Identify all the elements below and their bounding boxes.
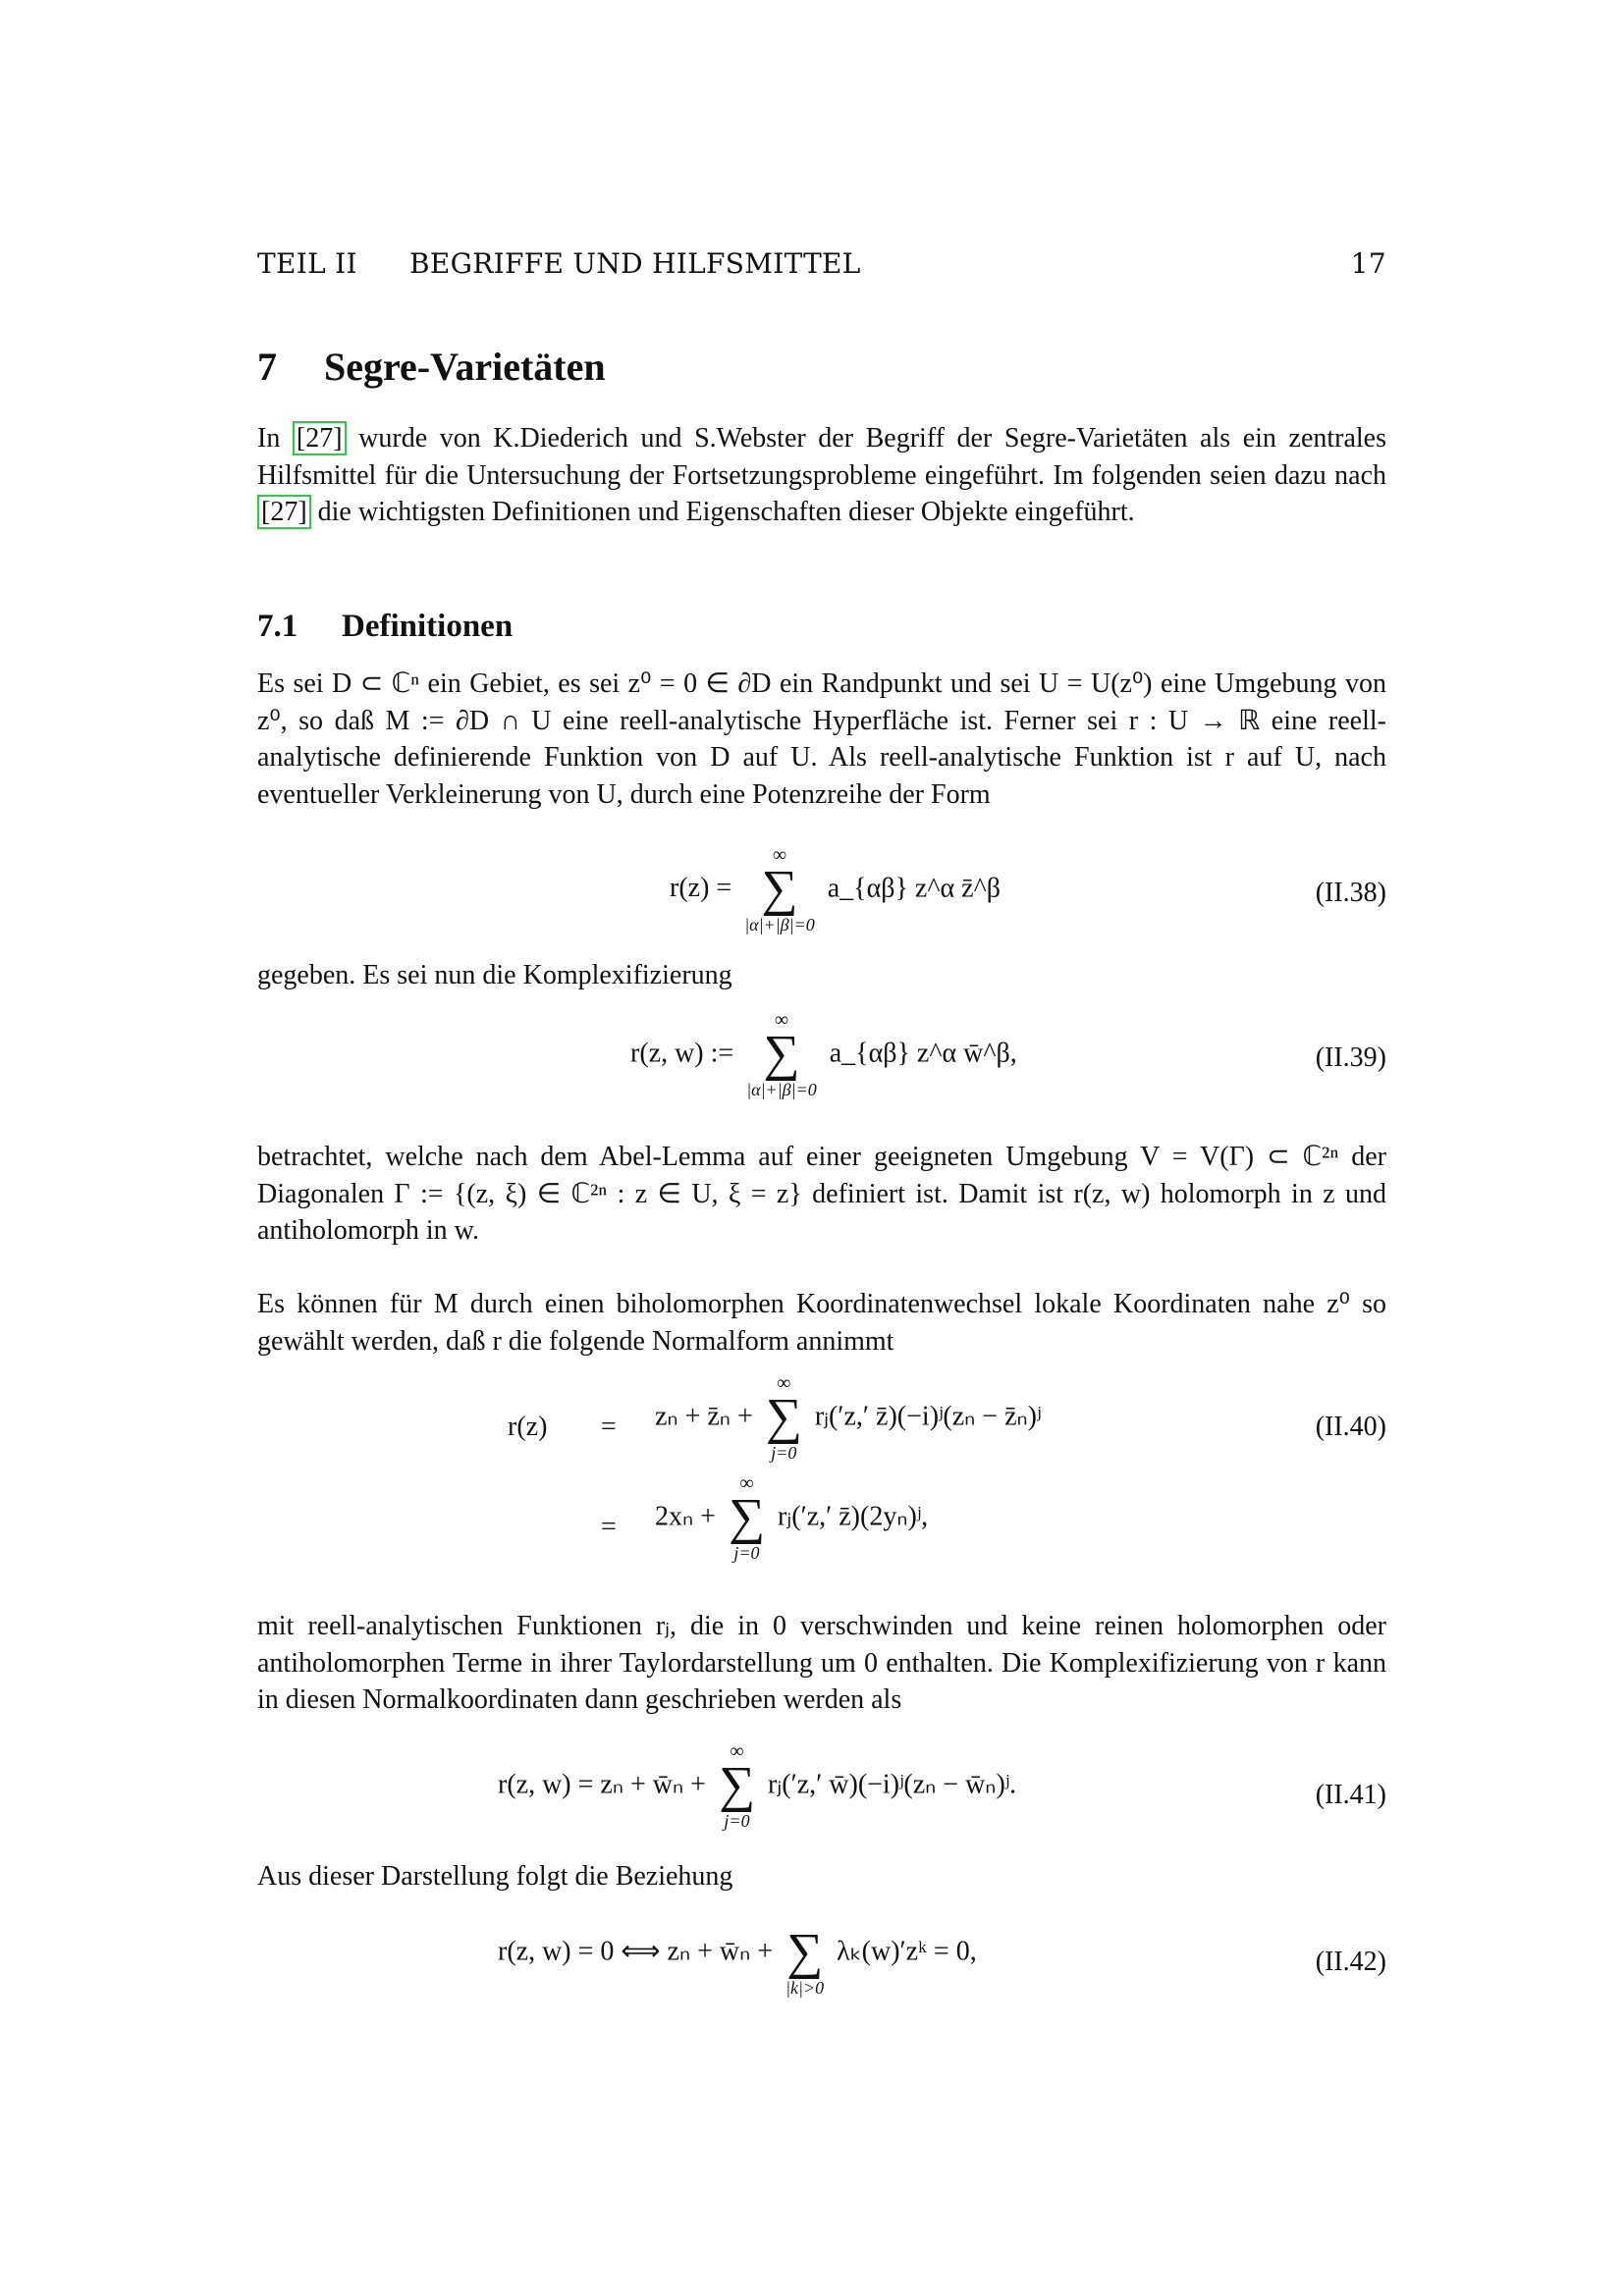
sum-upper: ∞ [730,1740,744,1762]
eq39-lhs: r(z, w) := [630,1038,734,1069]
eq42-lhs: r(z, w) = 0 ⟺ zₙ + w̄ₙ + [498,1936,774,1967]
intro-text-1: In [257,423,293,454]
sum-lower: |α|+|β|=0 [746,1080,817,1099]
equation-II42 [257,1909,1386,2017]
equation-II40 [257,1374,1386,1590]
eq40-line1-term: rⱼ(′z,′ z̄)(−i)ʲ(zₙ − z̄ₙ)ʲ [814,1401,1042,1432]
sum-symbol: ∞ ∑ j=0 [718,1740,756,1831]
sum-upper: ∞ [777,1372,791,1394]
citation-link[interactable]: [27] [293,421,347,455]
intro-text-2: wurde von K.Diederich und S.Webster der Begriff der Segre-Varietäten als ein zentrales Hilfsmittel für die Untersuchung der Fortsetzungsprobleme eingeführt. Im folgenden seien dazu nach [257,423,1387,491]
equation-tag: (II.38) [1315,878,1386,908]
header-chapter: BEGRIFFE UND HILFSMITTEL [409,247,861,280]
eq40-line-1 [655,1374,1041,1463]
eq40-rel-1: = [601,1412,617,1442]
section-heading [257,344,606,390]
paragraph-reell-analytisch: mit reell-analytischen Funktionen rⱼ, die in 0 verschwinden und keine reinen holomorphen oder antiholomorphen Terme in ihrer Taylordarstellung um 0 enthalten. Die Komplexifizierung von r kann in diesen Normalkoordinaten dann geschrieben werden als [257,1611,1386,1715]
equation-II41 [257,1742,1386,1850]
section-title: Segre-Varietäten [324,345,606,389]
citation-link[interactable]: [27] [257,495,311,529]
sum-symbol: ∑ |k|>0 [785,1924,825,1998]
eq40-line2-pre: 2xₙ + [655,1501,716,1532]
sum-lower: j=0 [724,1811,750,1831]
sum-upper: ∞ [772,844,787,866]
paragraph-normalform: Es können für M durch einen biholomorphen Koordinatenwechsel lokale Koordinaten nahe z⁰ so gewählt werden, daß r die folgende Normalform annimmt [257,1289,1386,1357]
header-part: TEIL II [257,247,357,280]
sum-lower: |α|+|β|=0 [744,915,815,934]
eq42-term: λₖ(w)′zᵏ = 0, [837,1936,977,1967]
eq40-line1-pre: zₙ + z̄ₙ + [655,1401,753,1432]
subsection-title: Definitionen [342,609,514,644]
intro-paragraph [257,420,1386,531]
eq40-rel-2: = [601,1512,617,1542]
sum-symbol: ∞ ∑ |α|+|β|=0 [746,1009,817,1099]
equation-tag: (II.40) [1315,1412,1386,1442]
eq40-line2-term: rⱼ(′z,′ z̄)(2yₙ)ʲ, [778,1501,929,1532]
section-number: 7 [257,345,277,389]
subsection-heading [257,609,513,645]
equation-II39 [257,1011,1386,1119]
sum-symbol: ∞ ∑ |α|+|β|=0 [744,844,815,934]
paragraph-definition: Es sei D ⊂ ℂⁿ ein Gebiet, es sei z⁰ = 0 ∈ ∂D ein Randpunkt und sei U = U(z⁰) eine Umgebung von z⁰, so daß M := ∂D ∩ U eine reell-analytische Hyperfläche ist. Ferner sei r : U → ℝ eine reell-analytische definierende Funktion von D auf U. Als reell-analytische Funktion ist r auf U, nach eventueller Verkleinerung von U, durch eine Potenzreihe der Form [257,668,1386,810]
eq38-term: a_{αβ} z^α z̄^β [827,873,1001,904]
eq39-term: a_{αβ} z^α w̄^β, [829,1038,1017,1069]
eq41-lhs: r(z, w) = zₙ + w̄ₙ + [498,1769,706,1800]
sum-lower: |k|>0 [785,1978,825,1998]
paragraph-abel-lemma: betrachtet, welche nach dem Abel-Lemma auf einer geeigneten Umgebung V = V(Γ) ⊂ ℂ²ⁿ der Diagonalen Γ := {(z, ξ) ∈ ℂ²ⁿ : z ∈ U, ξ = z} definiert ist. Damit ist r(z, w) holomorph in z und antiholomorph in w. [257,1142,1386,1246]
paragraph-komplexifizierung: gegeben. Es sei nun die Komplexifizierung [257,960,732,990]
equation-II38 [257,846,1386,954]
page-number: 17 [1350,247,1386,280]
eq41-term: rⱼ(′z,′ w̄)(−i)ʲ(zₙ − w̄ₙ)ʲ. [768,1769,1017,1800]
subsection-number: 7.1 [257,609,298,644]
eq38-lhs: r(z) = [670,873,732,904]
sum-lower: j=0 [771,1443,797,1463]
sum-upper: ∞ [774,1009,789,1031]
intro-text-3: die wichtigsten Definitionen und Eigenschaften dieser Objekte eingeführt. [310,497,1135,527]
equation-tag: (II.42) [1315,1947,1386,1977]
equation-tag: (II.39) [1315,1042,1386,1073]
sum-upper: ∞ [739,1472,754,1494]
eq40-lhs: r(z) [508,1412,548,1442]
sum-lower: j=0 [733,1543,760,1563]
equation-tag: (II.41) [1315,1780,1386,1810]
paragraph-beziehung: Aus dieser Darstellung folgt die Beziehung [257,1861,733,1892]
sum-symbol: ∞ ∑ j=0 [765,1372,802,1463]
eq40-line-2 [655,1474,928,1563]
sum-symbol: ∞ ∑ j=0 [728,1472,766,1563]
